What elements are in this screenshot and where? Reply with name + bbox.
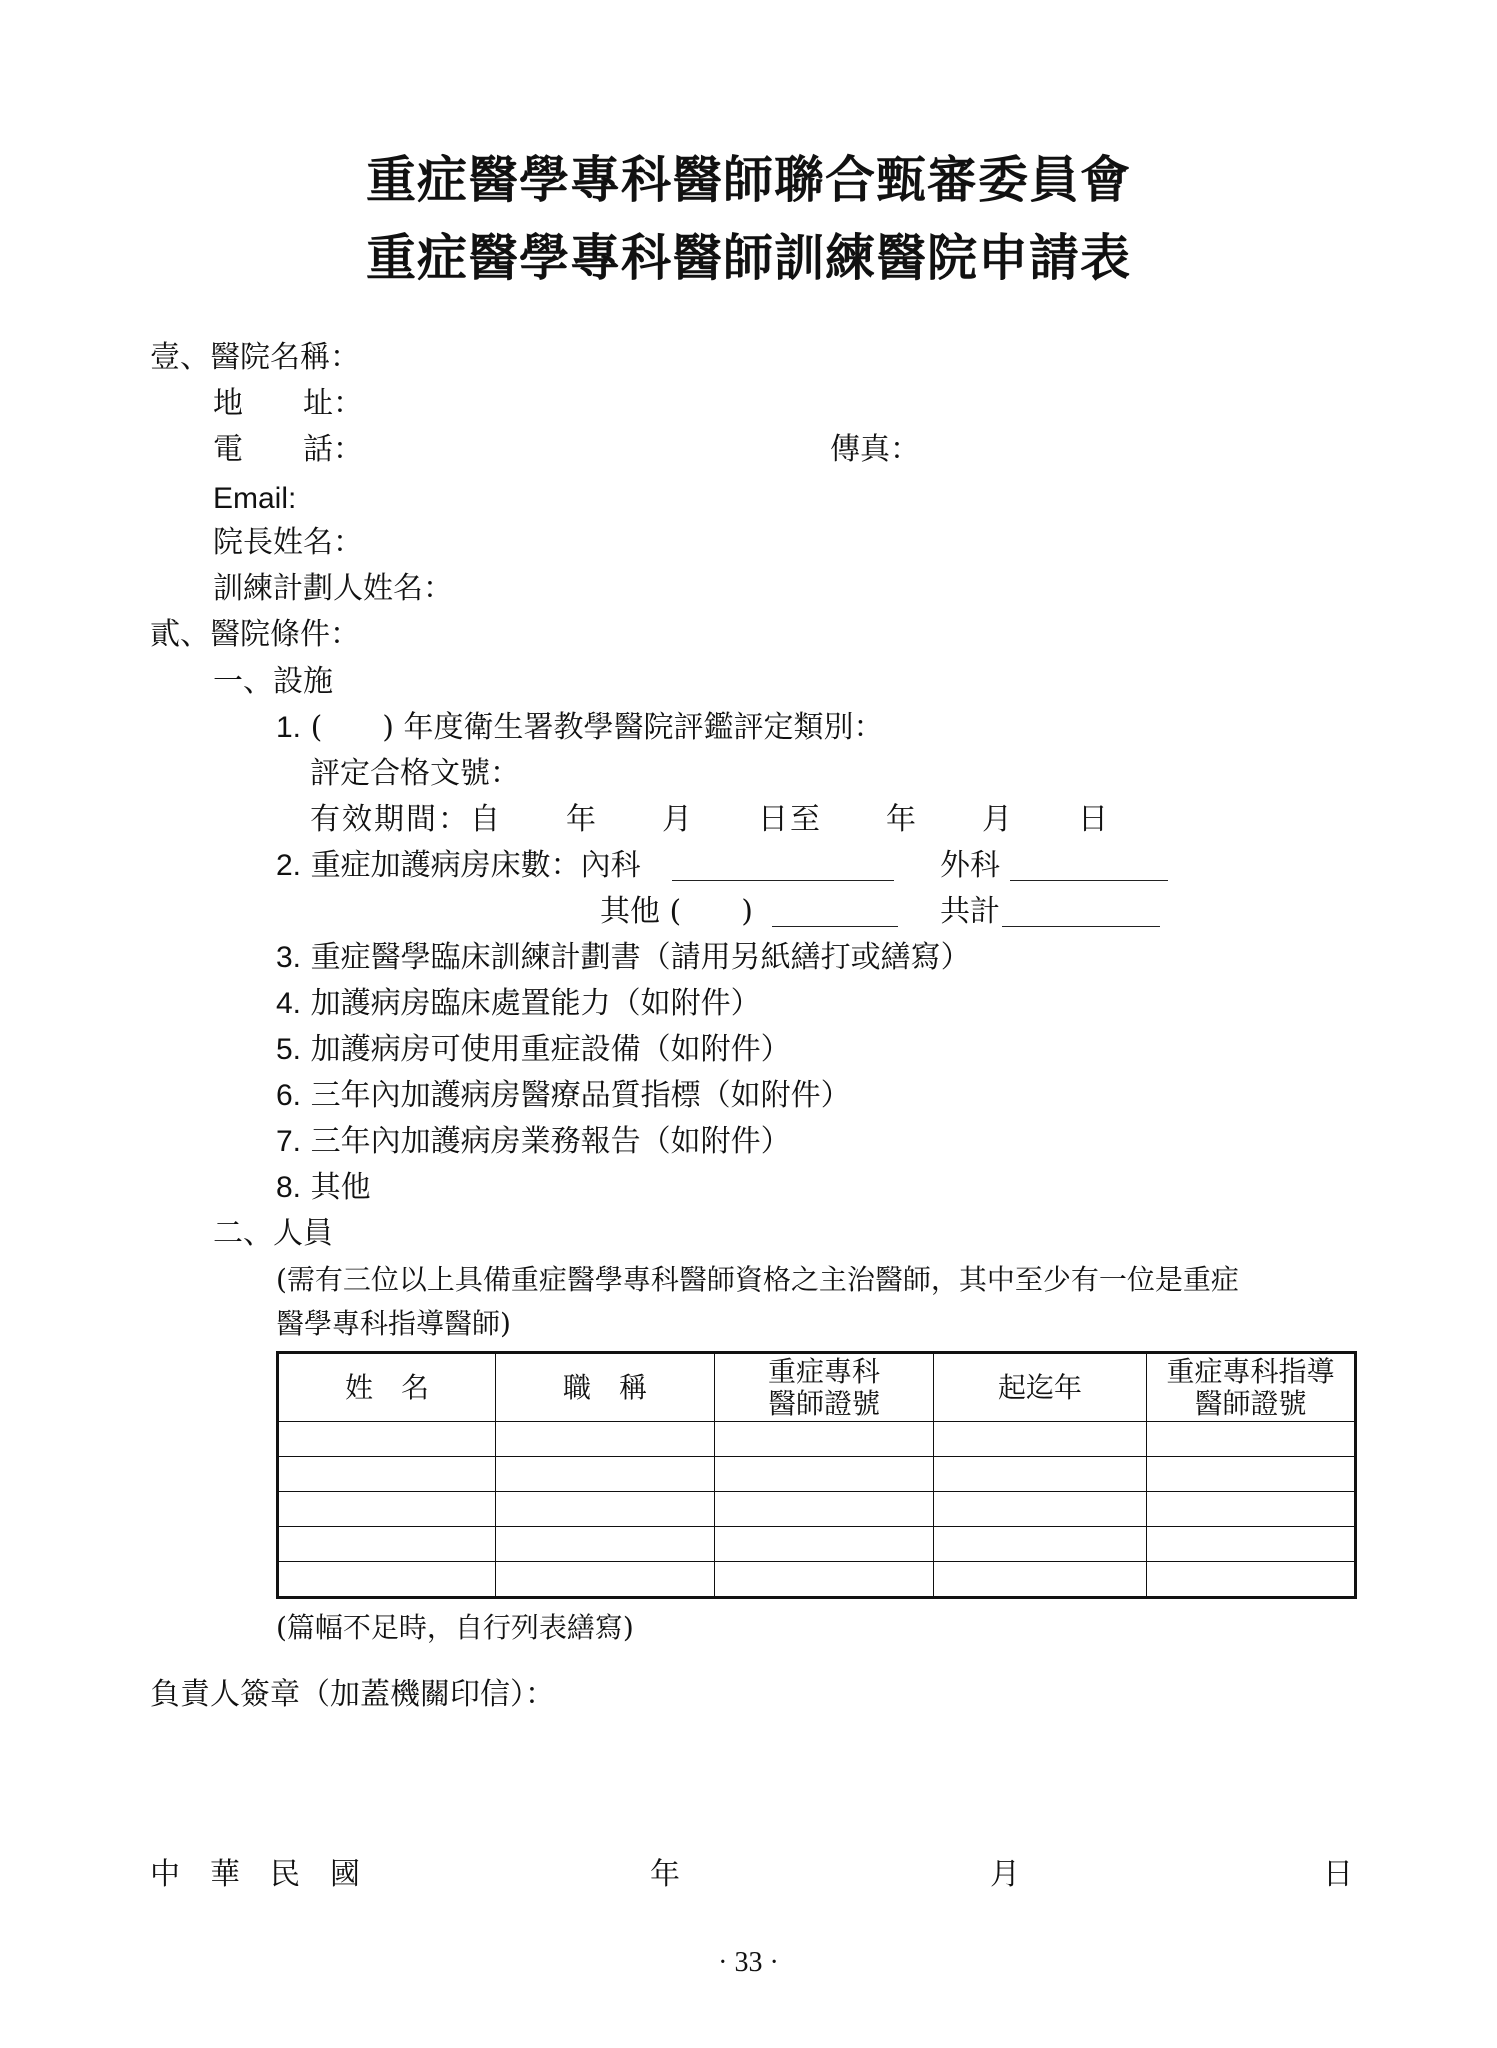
table-cell[interactable] bbox=[1147, 1527, 1356, 1562]
item3-text: 重症醫學臨床訓練計劃書（請用另紙繕打或繕寫） bbox=[310, 940, 971, 975]
table-footnote: (篇幅不足時，自行列表繕寫) bbox=[276, 1611, 634, 1644]
header-cert-no: 重症專科 醫師證號 bbox=[715, 1353, 934, 1422]
page-number: · 33 · bbox=[718, 1947, 779, 1978]
form-title-line2: 重症醫學專科醫師訓練醫院申請表 bbox=[366, 229, 1131, 287]
item1-line bbox=[276, 710, 884, 746]
item6-number: 6. bbox=[276, 1079, 302, 1112]
phone-label: 電 話： bbox=[213, 432, 363, 467]
table-cell[interactable] bbox=[278, 1527, 496, 1562]
facilities-heading: 一、設施 bbox=[213, 664, 333, 699]
year-label: 年 bbox=[650, 1857, 680, 1892]
other-label: 其他 ( ) bbox=[600, 894, 753, 929]
valid-period-label: 有效期間：自 年 月 日至 年 月 日 bbox=[310, 802, 1110, 837]
personnel-note-line2: 醫學專科指導醫師) bbox=[276, 1307, 511, 1340]
surgery-blank[interactable] bbox=[1010, 880, 1168, 881]
fax-label: 傳真： bbox=[830, 432, 920, 467]
table-row bbox=[278, 1492, 1356, 1527]
item5-number: 5. bbox=[276, 1033, 302, 1066]
table-cell[interactable] bbox=[496, 1422, 715, 1457]
item2-number: 2. bbox=[276, 849, 302, 882]
roc-label: 中 華 民 國 bbox=[150, 1857, 360, 1892]
item8-number: 8. bbox=[276, 1171, 302, 1204]
item7-line bbox=[276, 1124, 791, 1160]
table-cell[interactable] bbox=[278, 1422, 496, 1457]
table-cell[interactable] bbox=[934, 1527, 1147, 1562]
table-cell[interactable] bbox=[1147, 1492, 1356, 1527]
table-row bbox=[278, 1457, 1356, 1492]
item1-number: 1. bbox=[276, 711, 302, 744]
table-cell[interactable] bbox=[496, 1527, 715, 1562]
table-cell[interactable] bbox=[934, 1562, 1147, 1598]
item7-text: 三年內加護病房業務報告（如附件） bbox=[310, 1124, 791, 1159]
planner-name-label: 訓練計劃人姓名： bbox=[213, 571, 453, 606]
item7-number: 7. bbox=[276, 1125, 302, 1158]
table-cell[interactable] bbox=[715, 1562, 934, 1598]
total-label: 共計 bbox=[940, 894, 1000, 929]
icu-beds-label: 重症加護病房床數：內科 bbox=[310, 848, 641, 883]
item3-number: 3. bbox=[276, 941, 302, 974]
personnel-table bbox=[276, 1351, 1357, 1599]
item6-text: 三年內加護病房醫療品質指標（如附件） bbox=[310, 1078, 851, 1113]
table-header-row bbox=[278, 1353, 1356, 1422]
item4-line bbox=[276, 986, 761, 1022]
signature-label: 負責人簽章（加蓋機關印信）： bbox=[150, 1677, 555, 1712]
header-instructor-cert-no: 重症專科指導 醫師證號 bbox=[1147, 1353, 1356, 1422]
table-cell[interactable] bbox=[934, 1457, 1147, 1492]
table-row bbox=[278, 1562, 1356, 1598]
table-cell[interactable] bbox=[715, 1492, 934, 1527]
hospital-name-label: 壹、醫院名稱： bbox=[150, 340, 360, 375]
table-cell[interactable] bbox=[496, 1562, 715, 1598]
table-cell[interactable] bbox=[1147, 1422, 1356, 1457]
header-name: 姓 名 bbox=[278, 1353, 496, 1422]
personnel-note-line1: (需有三位以上具備重症醫學專科醫師資格之主治醫師，其中至少有一位是重症 bbox=[276, 1263, 1239, 1296]
form-title-line1: 重症醫學專科醫師聯合甄審委員會 bbox=[366, 151, 1131, 209]
hospital-conditions-heading: 貳、醫院條件： bbox=[150, 617, 360, 652]
table-cell[interactable] bbox=[1147, 1457, 1356, 1492]
item2-line bbox=[276, 848, 641, 884]
table-cell[interactable] bbox=[934, 1492, 1147, 1527]
table-cell[interactable] bbox=[715, 1422, 934, 1457]
table-cell[interactable] bbox=[1147, 1562, 1356, 1598]
day-label: 日 bbox=[1323, 1857, 1353, 1892]
item4-number: 4. bbox=[276, 987, 302, 1020]
table-cell[interactable] bbox=[278, 1492, 496, 1527]
item3-line bbox=[276, 940, 971, 976]
table-body bbox=[278, 1422, 1356, 1598]
address-label: 地 址： bbox=[213, 386, 363, 421]
month-label: 月 bbox=[990, 1857, 1020, 1892]
item5-line bbox=[276, 1032, 791, 1068]
table-row bbox=[278, 1527, 1356, 1562]
header-title: 職 稱 bbox=[496, 1353, 715, 1422]
table-row bbox=[278, 1422, 1356, 1457]
total-blank[interactable] bbox=[1002, 926, 1160, 927]
table-cell[interactable] bbox=[715, 1457, 934, 1492]
item5-text: 加護病房可使用重症設備（如附件） bbox=[310, 1032, 791, 1067]
table-cell[interactable] bbox=[496, 1492, 715, 1527]
internal-medicine-blank[interactable] bbox=[672, 880, 894, 881]
personnel-heading: 二、人員 bbox=[213, 1216, 333, 1251]
item8-line bbox=[276, 1170, 371, 1206]
item4-text: 加護病房臨床處置能力（如附件） bbox=[310, 986, 761, 1021]
item6-line bbox=[276, 1078, 851, 1114]
table-cell[interactable] bbox=[278, 1562, 496, 1598]
item1-text: ( ) 年度衛生署教學醫院評鑑評定類別： bbox=[310, 710, 884, 745]
email-label: Email: bbox=[213, 482, 297, 515]
item8-text: 其他 bbox=[310, 1170, 371, 1205]
table-cell[interactable] bbox=[496, 1457, 715, 1492]
surgery-label: 外科 bbox=[940, 848, 1000, 883]
other-blank[interactable] bbox=[772, 926, 898, 927]
director-name-label: 院長姓名： bbox=[213, 525, 363, 560]
header-period: 起迄年 bbox=[934, 1353, 1147, 1422]
table-cell[interactable] bbox=[278, 1457, 496, 1492]
table-cell[interactable] bbox=[934, 1422, 1147, 1457]
table-cell[interactable] bbox=[715, 1527, 934, 1562]
approval-doc-label: 評定合格文號： bbox=[310, 756, 520, 791]
